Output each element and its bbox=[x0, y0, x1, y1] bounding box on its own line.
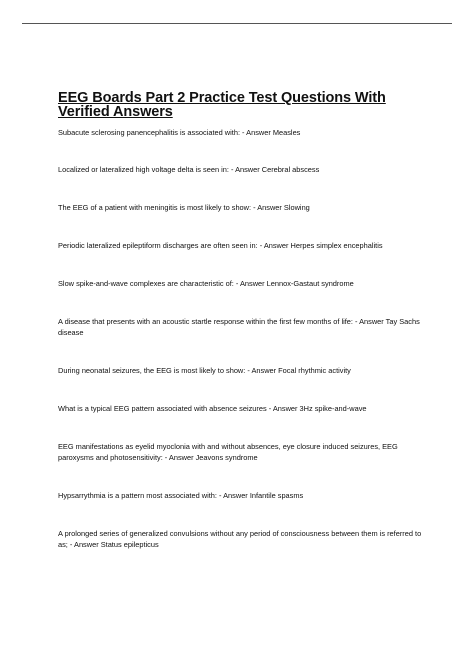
qa-item-11: A prolonged series of generalized convulsions without any period of consciousness between them is referred to as; - Answer Status epilepticus bbox=[58, 529, 422, 550]
header-divider bbox=[22, 23, 452, 24]
qa-item-2: Localized or lateralized high voltage delta is seen in: - Answer Cerebral abscess bbox=[58, 165, 320, 174]
qa-item-8: What is a typical EEG pattern associated with absence seizures - Answer 3Hz spike-and-wave bbox=[58, 404, 367, 413]
qa-item-10: Hypsarrythmia is a pattern most associated with: - Answer Infantile spasms bbox=[58, 491, 304, 500]
qa-item-6: A disease that presents with an acoustic startle response within the first few months of life: - Answer Tay Sachs disease bbox=[58, 317, 420, 338]
document-title: EEG Boards Part 2 Practice Test Questions With Verified Answers bbox=[58, 90, 386, 120]
qa-item-3: The EEG of a patient with meningitis is most likely to show: - Answer Slowing bbox=[58, 203, 310, 212]
qa-item-1: Subacute sclerosing panencephalitis is associated with: - Answer Measles bbox=[58, 128, 301, 137]
qa-item-5: Slow spike-and-wave complexes are characteristic of: - Answer Lennox-Gastaut syndrome bbox=[58, 279, 354, 288]
qa-item-4: Periodic lateralized epileptiform discharges are often seen in: - Answer Herpes simplex encephalitis bbox=[58, 241, 383, 250]
qa-item-7: During neonatal seizures, the EEG is most likely to show: - Answer Focal rhythmic activity bbox=[58, 366, 351, 375]
qa-item-9: EEG manifestations as eyelid myoclonia with and without absences, eye closure induced seizures, EEG paroxysms and photosensitivity: - Answer Jeavons syndrome bbox=[58, 442, 398, 463]
